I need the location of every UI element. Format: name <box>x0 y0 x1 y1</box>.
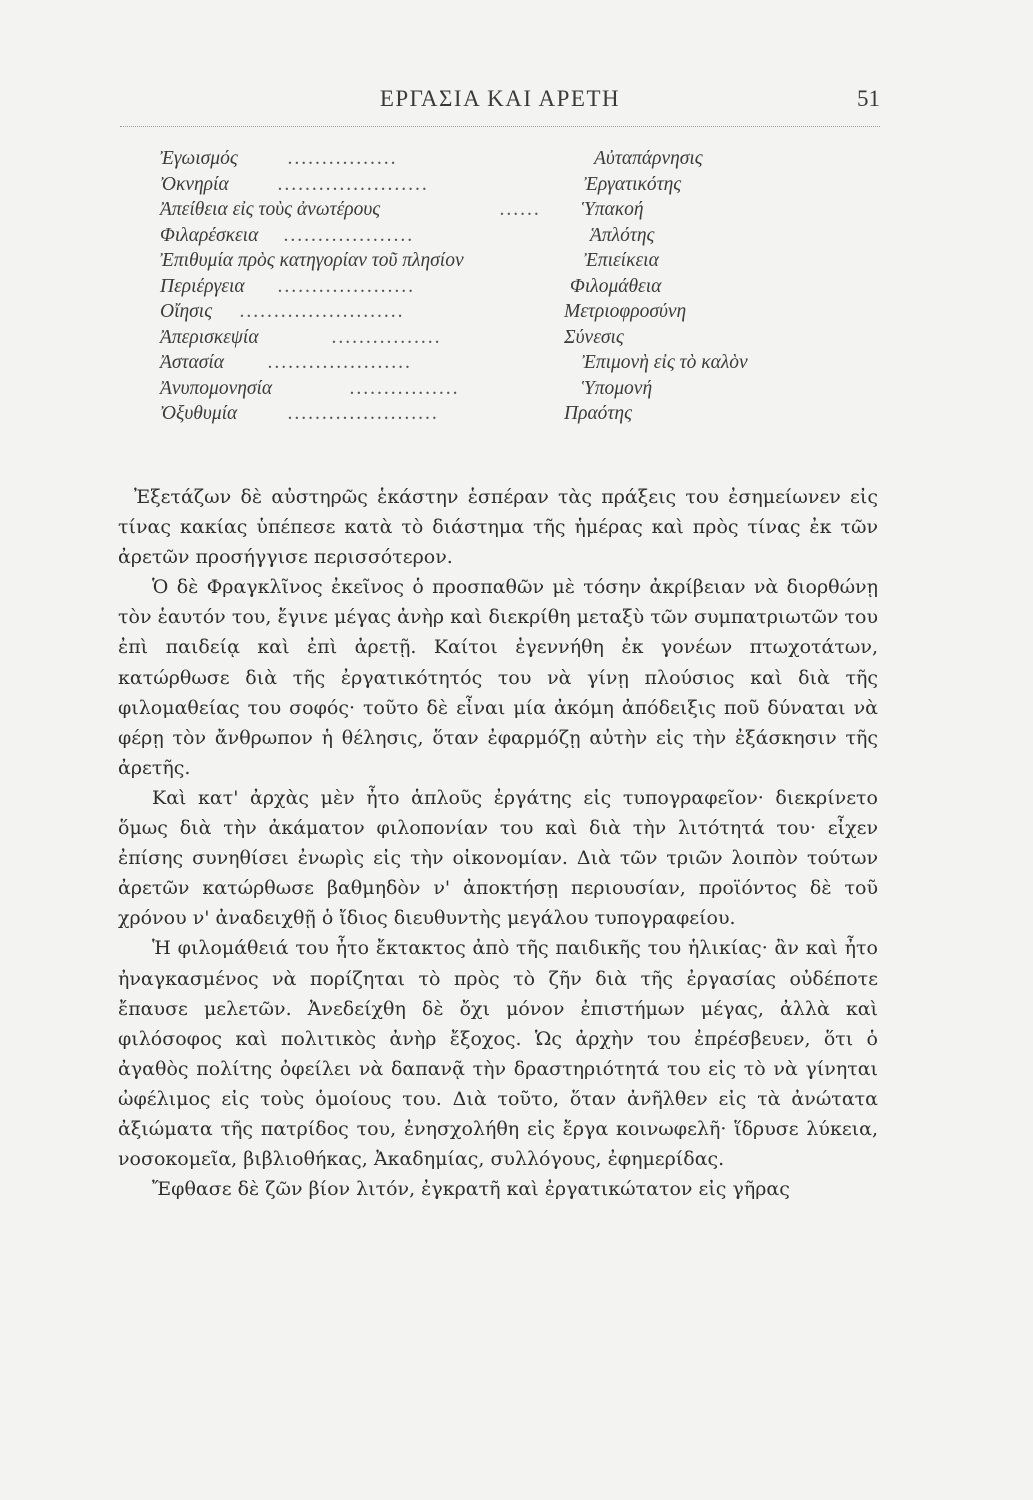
vice-virtue-row <box>160 199 860 225</box>
virtue-term: Αὐταπάρνησις <box>594 148 703 169</box>
vice-virtue-row <box>160 276 860 302</box>
virtue-term: Ὑπακοή <box>582 199 644 220</box>
virtue-term: Μετριοφροσύνη <box>564 301 687 322</box>
vice-term: Ἐγωισμός <box>160 148 238 169</box>
virtue-term: Πραότης <box>564 403 632 424</box>
virtue-term: Ὑπομονή <box>582 377 653 399</box>
vice-virtue-row <box>160 301 860 327</box>
virtue-term: Φιλομάθεια <box>570 275 662 297</box>
paragraph: Ἐξετάζων δὲ αὐστηρῶς ἑκάστην ἑσπέραν τὰς πράξεις του ἐσημείωνεν εἰς τίνας κακίας ὑπέπεσε κατὰ τὸ διάστημα τῆς ἡμέρας καὶ πρὸς τίνας ἐκ τῶν ἀρετῶν προσήγγισε περισσότερον. <box>118 486 878 569</box>
vice-virtue-row <box>160 352 860 378</box>
vice-term: Ὀκνηρία <box>160 173 229 195</box>
vice-term: Ἀπείθεια εἰς τοὺς ἀνωτέρους <box>160 199 381 220</box>
leader-dots: ..................... <box>268 352 413 373</box>
vice-virtue-row <box>160 378 860 404</box>
vice-term: Οἴησις <box>160 301 213 322</box>
vice-virtue-row <box>160 403 860 429</box>
leader-dots: ...................... <box>288 403 440 424</box>
body-text <box>118 482 878 1204</box>
running-title: ΕΡΓΑΣΙΑ ΚΑΙ ΑΡΕΤΗ <box>379 86 621 111</box>
vice-virtue-row <box>160 250 860 276</box>
paragraph: Ὁ δὲ Φραγκλῖνος ἐκεῖνος ὁ προσπαθῶν μὲ τόσην ἀκρίβειαν νὰ διορθώνῃ τὸν ἑαυτόν του, ἔγινε μέγας ἀνὴρ καὶ διεκρίθη μεταξὺ τῶν συμπατριωτῶν του ἐπὶ παιδείᾳ καὶ ἐπὶ ἀρετῇ. Καίτοι ἐγεννήθη ἐκ γονέων πτωχοτάτων, κατώρθωσε διὰ τῆς ἐργατικότητός του νὰ γίνῃ πλούσιος καὶ διὰ τῆς φιλομαθείας του σοφός· τοῦτο δὲ εἶναι μία ἀκόμη ἀπόδειξις ποῦ δύναται νὰ φέρῃ τὸν ἄνθρωπον ἡ θέλησις, ὅταν ἐφαρμόζῃ αὐτὴν εἰς τὴν ἐξάσκησιν τῆς ἀρετῆς. <box>118 576 878 779</box>
leader-dots: ...... <box>500 199 542 220</box>
leader-dots: ................ <box>288 148 398 169</box>
vice-term: Ἀνυπομονησία <box>160 377 273 399</box>
leader-dots: ........................ <box>240 301 405 322</box>
paragraph: Καὶ κατ' ἀρχὰς μὲν ἦτο ἁπλοῦς ἐργάτης εἰς τυπογραφεῖον· διεκρίνετο ὅμως διὰ τὴν ἀκάματον φιλοπονίαν του καὶ διὰ τὴν λιτότητά του· εἶχεν ἐπίσης συνηθίσει ἐνωρὶς εἰς τὴν οἰκονομίαν. Διὰ τῶν τριῶν λοιπὸν τούτων ἀρετῶν κατώρθωσε βαθμηδὸν ν' ἀποκτήσῃ περιουσίαν, προϊόντος δὲ τοῦ χρόνου ν' ἀναδειχθῇ ὁ ἴδιος διευθυντὴς μεγάλου τυπογραφείου. <box>118 786 878 930</box>
vice-term: Ἐπιθυμία πρὸς κατηγορίαν τοῦ πλησίον <box>160 250 464 271</box>
virtue-term: Ἐπιμονὴ εἰς τὸ καλὸν <box>582 352 748 373</box>
virtue-term: Ἐπιείκεια <box>584 250 659 271</box>
leader-dots: .................... <box>278 275 416 297</box>
virtue-term: Ἐργατικότης <box>584 173 682 195</box>
vice-virtue-list <box>160 148 860 429</box>
page-number: 51 <box>857 86 880 111</box>
vice-term: Ἀστασία <box>160 352 225 373</box>
paragraph: Ἔφθασε δὲ ζῶν βίον λιτόν, ἐγκρατῆ καὶ ἐργατικώτατον εἰς γῆρας <box>152 1178 790 1201</box>
leader-dots: ...................... <box>278 173 430 195</box>
virtue-term: Σύνεσις <box>564 326 624 348</box>
leader-dots: ................... <box>284 224 415 246</box>
header-divider <box>120 126 880 127</box>
leader-dots: ................ <box>350 377 460 399</box>
vice-term: Φιλαρέσκεια <box>160 224 259 246</box>
vice-virtue-row <box>160 148 860 174</box>
leader-dots: ................ <box>332 326 442 348</box>
vice-virtue-row <box>160 327 860 353</box>
paragraph: Ἡ φιλομάθειά του ἦτο ἔκτακτος ἀπὸ τῆς παιδικῆς του ἡλικίας· ἂν καὶ ἦτο ἠναγκασμένος νὰ πορίζηται τὸ πρὸς τὸ ζῆν διὰ τῆς ἐργασίας οὐδέποτε ἔπαυσε μελετῶν. Ἀνεδείχθη δὲ ὄχι μόνον ἐπιστήμων μέγας, ἀλλὰ καὶ φιλόσοφος καὶ πολιτικὸς ἀνὴρ ἔξοχος. Ὡς ἀρχὴν του ἐπρέσβευεν, ὅτι ὁ ἀγαθὸς πολίτης ὀφείλει νὰ δαπανᾷ τὴν δραστηριότητά του εἰς τὸ νὰ γίνηται ὠφέλιμος εἰς τοὺς ὁμοίους του. Διὰ τοῦτο, ὅταν ἀνῆλθεν εἰς τὰ ἀνώτατα ἀξιώματα τῆς πατρίδος του, ἐνησχολήθη εἰς ἔργα κοινωφελῆ· ἵδρυσε λύκεια, νοσοκομεῖα, βιβλιοθήκας, Ἀκαδημίας, συλλόγους, ἐφημερίδας. <box>118 937 878 1171</box>
vice-term: Ἀπερισκεψία <box>160 326 259 348</box>
vice-virtue-row <box>160 174 860 200</box>
vice-term: Ὀξυθυμία <box>160 403 238 424</box>
vice-virtue-row <box>160 225 860 251</box>
vice-term: Περιέργεια <box>160 275 245 297</box>
virtue-term: Ἁπλότης <box>590 224 655 246</box>
running-head <box>120 86 880 120</box>
